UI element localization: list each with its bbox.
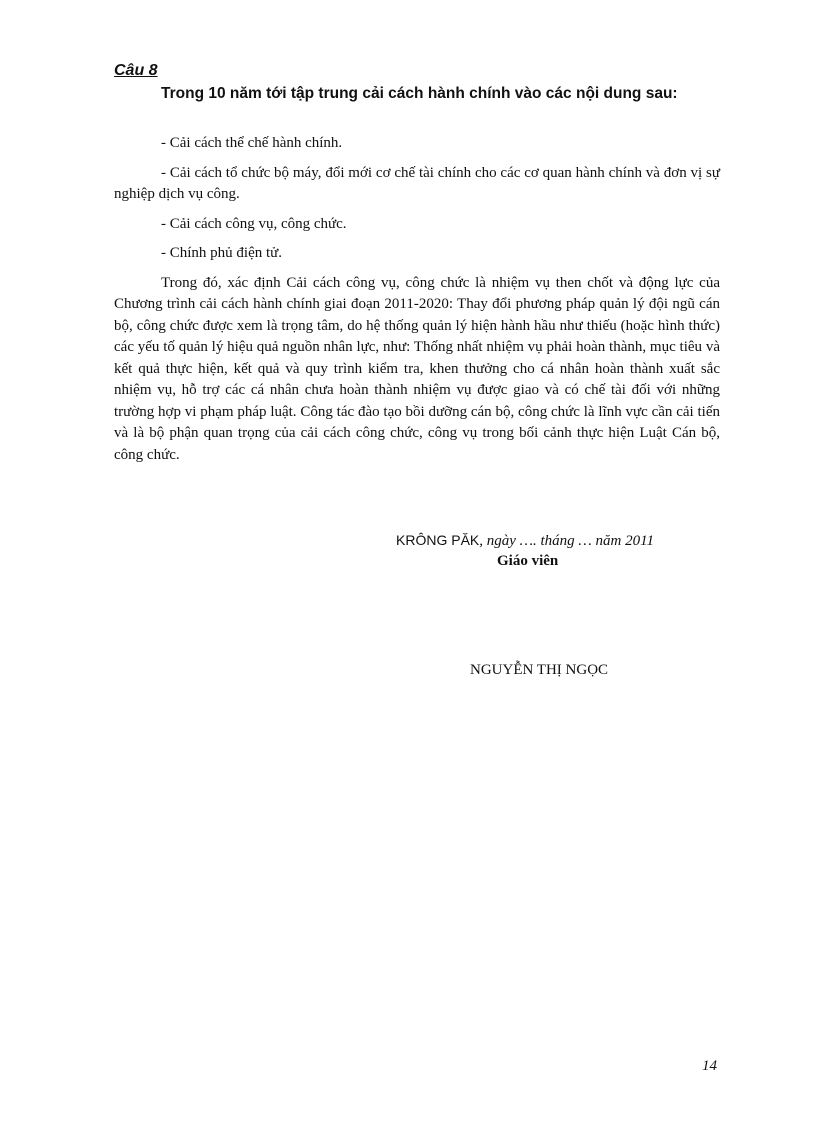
- signature-name: NGUYỄN THỊ NGỌC: [470, 662, 609, 678]
- list-item-institutional-reform: - Cải cách thể chế hành chính.: [161, 135, 343, 151]
- list-item-e-government: - Chính phủ điện tử.: [161, 245, 283, 261]
- signature-role: Giáo viên: [497, 553, 559, 569]
- question-heading: Trong 10 năm tới tập trung cải cách hành chính vào các nội dung sau:: [161, 85, 678, 102]
- list-item-civil-service-reform: - Cải cách công vụ, công chức.: [161, 215, 347, 232]
- body-text: [114, 133, 720, 466]
- signature-date: , ngày …. tháng … năm 2011: [479, 533, 654, 549]
- signature-place: KRÔNG PĂK: [396, 532, 480, 548]
- signature-place-date: [396, 530, 654, 551]
- question-label: Câu 8: [114, 62, 158, 79]
- main-paragraph: Trong đó, xác định Cải cách công vụ, công chức là nhiệm vụ then chốt và động lực của Chương trình cải cách hành chính giai đoạn 2011-2020: Thay đổi phương pháp quản lý đội ngũ cán bộ, công chức được xem là trọng tâm, do hệ thống quản lý hiện hành hầu như thiếu (hoặc hình thức) các yếu tố quản lý hiệu quả nguồn nhân lực, như: Thống nhất nhiệm vụ phải hoàn thành, mục tiêu và kết quả thực hiện, kết quả và quy trình kiểm tra, khen thưởng cho cá nhân hoàn thành xuất sắc nhiệm vụ, hỗ trợ các cá nhân chưa hoàn thành nhiệm vụ được giao và có chế tài đối với những trường hợp vi phạm pháp luật. Công tác đào tạo bồi dưỡng cán bộ, công chức là lĩnh vực cần cải tiến và là bộ phận quan trọng của cải cách công chức, công vụ trong bối cảnh thực hiện Luật Cán bộ, công chức.: [114, 274, 720, 463]
- list-item-apparatus-reform: - Cải cách tổ chức bộ máy, đổi mới cơ chế tài chính cho các cơ quan hành chính và đơn vị sự nghiệp dịch vụ công.: [114, 164, 720, 202]
- page-number: 14: [702, 1058, 717, 1074]
